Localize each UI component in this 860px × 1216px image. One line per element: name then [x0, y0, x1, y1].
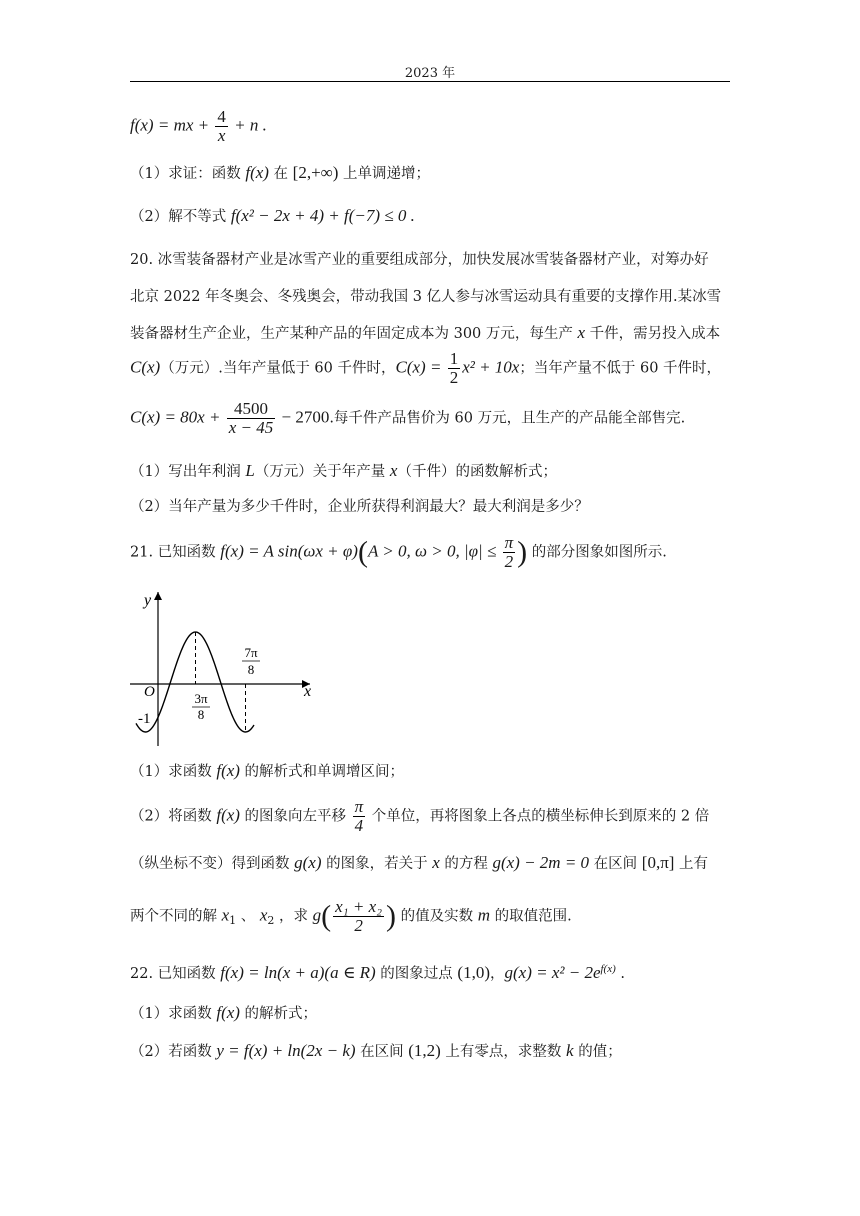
x-axis-label: x	[304, 683, 312, 700]
q21-part2-m: m	[477, 905, 491, 925]
q21-part2-c: 个单位，再将图象上各点的横坐标伸长到原来的 2 倍	[367, 808, 710, 825]
q19-frac-den: x	[217, 125, 226, 145]
q21-intro	[130, 534, 667, 571]
q22-part1-a: （1）求函数	[130, 1006, 217, 1022]
q22-intro-expr: f(x) = ln(x + a)(a ∈ R)	[220, 963, 376, 982]
tick-7pi-8-num: 7π	[244, 645, 258, 660]
q20-part1-x: x	[389, 461, 398, 480]
q22-intro-b: 的图象过点	[375, 966, 458, 982]
q22-g-expr: g(x) = x² − 2e	[504, 963, 601, 982]
q21-shift-den: 4	[354, 815, 364, 835]
q21-cond-den: 2	[504, 551, 514, 571]
q20-line1: 20. 冰雪装备器材产业是冰雪产业的重要组成部分，加快发展冰雪装备器材产业，对筹办好	[130, 252, 709, 268]
q21-x2: x	[259, 905, 268, 925]
origin-label: O	[144, 684, 155, 700]
q20-line4	[130, 350, 721, 387]
q19-func-lhs: f(x) = mx +	[130, 115, 214, 135]
q20-part1-L: L	[245, 461, 255, 480]
q21-part1	[130, 760, 404, 781]
q21-g-paren-open: (	[321, 899, 332, 933]
q20-line2: 北京 2022 年冬奥会、冬残奥会，带动我国 3 亿人参与冰雪运动具有重要的支撑作用.某冰雪	[130, 289, 722, 305]
q20-line5-den: x − 45	[228, 417, 274, 437]
q21-part2-a: （2）将函数	[130, 808, 217, 825]
q20-line5-frac	[227, 400, 276, 437]
q20-line3-x: x	[577, 323, 586, 342]
q20-part1	[130, 460, 557, 481]
q21-part1-f: f(x)	[216, 761, 240, 780]
y-axis-arrow	[154, 592, 162, 600]
q20-line3-b: 千件，需另投入成本	[585, 326, 721, 342]
q19-part1-f: f(x)	[245, 163, 269, 182]
q19-part1-text-a: （1）求证：函数	[130, 166, 246, 182]
q19-frac	[215, 108, 228, 145]
q20-line4-b: ；当年产量不低于 60 千件时，	[519, 360, 722, 377]
q19-part2-text: （2）解不等式	[130, 209, 231, 225]
q19-part1-text-c: 上单调递增；	[338, 166, 431, 182]
q22-part2-c: 上有零点，求整数	[440, 1044, 567, 1060]
q21-paren-close: )	[517, 535, 528, 569]
q21-part2-f2: 的方程	[439, 856, 493, 872]
q20-line4-c: C(x)	[130, 357, 161, 377]
q21-part2-b: 的图象向左平移	[239, 808, 351, 825]
q19-frac-num: 4	[217, 107, 226, 126]
q20-line5-expr2: − 2700	[277, 407, 330, 427]
q20-line3	[130, 322, 720, 343]
q20-line4-a: （万元）.当年产量低于 60 千件时，	[160, 360, 396, 377]
q21-paren-open: (	[357, 535, 368, 569]
q21-mid-den: 2	[354, 915, 363, 935]
q21-sep: 、	[236, 908, 260, 925]
q20-part1-a: （1）写出年利润	[130, 464, 246, 480]
q21-part2-k: 的值及实数	[396, 908, 478, 925]
q20-line5-text: .每千件产品售价为 60 万元，且生产的产品能全部售完.	[329, 410, 686, 427]
q21-part2-x: x	[432, 853, 440, 872]
q21-shift-num: π	[354, 797, 364, 816]
q21-sine-graph	[130, 588, 330, 748]
q21-x1-sub: 1	[229, 914, 237, 928]
q19-func-rhs: + n .	[229, 115, 267, 135]
q20-line4-expr1: C(x) =	[395, 357, 446, 377]
q22-part2-a: （2）若函数	[130, 1044, 217, 1060]
q21-gsym: g	[312, 905, 322, 925]
q20-half-den: 2	[449, 367, 459, 387]
q21-part2-h: 上有	[674, 856, 709, 872]
q22-intro-d: .	[615, 966, 625, 982]
q21-intro-expr: f(x) = A sin(ωx + φ)	[220, 541, 358, 561]
q22-g-sup: f(x)	[600, 963, 616, 976]
q20-line5-num: 4500	[227, 400, 276, 419]
q21-cond: A > 0, ω > 0, |φ| ≤	[367, 541, 501, 561]
page-header: 2023 年	[404, 66, 456, 81]
q22-part2-d: 的值；	[573, 1044, 622, 1060]
q19-part2-expr: f(x² − 2x + 4) + f(−7) ≤ 0 .	[230, 206, 415, 225]
q21-x2-sub: 2	[267, 914, 275, 928]
q20-line4-expr2: x² + 10x	[462, 357, 520, 377]
q21-cond-num: π	[504, 533, 514, 552]
header-rule	[130, 81, 730, 82]
q21-mid-num: x₁ + x₂	[335, 897, 383, 916]
q19-part1-interval: [2,+∞)	[292, 163, 339, 182]
q21-part2-e: 的图象，若关于	[321, 856, 433, 872]
q20-line5	[130, 400, 685, 437]
q20-part2: （2）当年产量为多少千件时，企业所获得利润最大？最大利润是多少？	[130, 499, 589, 515]
q22-part2-k: k	[566, 1041, 574, 1060]
tick-7pi-8-den: 8	[247, 662, 255, 677]
q19-part2	[130, 205, 415, 226]
q20-line3-a: 装备器材生产企业，生产某种产品的年固定成本为 300 万元，每生产	[130, 326, 578, 342]
q21-x1: x	[221, 905, 230, 925]
q21-g-paren-close: )	[386, 899, 397, 933]
q21-part2-f: f(x)	[216, 805, 240, 825]
q22-part1-b: 的解析式；	[239, 1006, 318, 1022]
q21-part2-g: g(x)	[294, 853, 322, 872]
min-value-label: -1	[138, 711, 151, 727]
q21-part2-line2	[130, 852, 708, 873]
q21-intro-b: 的部分图象如图所示.	[527, 544, 667, 561]
q21-part2-d: （纵坐标不变）得到函数	[130, 856, 295, 872]
q21-part1-b: 的解析式和单调增区间；	[239, 764, 405, 780]
q22-part2-interval: (1,2)	[408, 1041, 441, 1060]
q21-shift-frac	[353, 798, 366, 835]
q20-line5-expr1: C(x) = 80x +	[130, 407, 225, 427]
q21-part2-g2: 在区间	[589, 856, 642, 872]
q22-part1	[130, 1002, 317, 1023]
q22-part2-expr: y = f(x) + ln(2x − k)	[216, 1041, 356, 1060]
q22-part2-b: 在区间	[355, 1044, 409, 1060]
q22-point: (1,0)	[457, 963, 490, 982]
q19-part1	[130, 162, 430, 183]
q21-cond-frac	[503, 534, 516, 571]
q22-intro-a: 22. 已知函数	[130, 966, 221, 982]
q19-part1-text-b: 在	[268, 166, 293, 182]
q21-part2-line1	[130, 798, 709, 835]
tick-3pi-8-num: 3π	[194, 691, 208, 706]
q21-part2-l: 的取值范围.	[490, 908, 572, 925]
q21-part2-i: 两个不同的解	[130, 908, 222, 925]
q20-half-frac	[448, 350, 461, 387]
q22-part2	[130, 1040, 622, 1061]
q20-part1-c: （千件）的函数解析式；	[397, 464, 557, 480]
q21-part2-j: ，求	[274, 908, 313, 925]
q21-part2-interval: [0,π]	[641, 853, 675, 872]
q19-function	[130, 108, 267, 145]
q21-intro-a: 21. 已知函数	[130, 544, 221, 561]
q21-part1-a: （1）求函数	[130, 764, 217, 780]
q22-intro-c: ，	[490, 966, 505, 982]
q21-part2-line3	[130, 898, 572, 935]
tick-3pi-8-den: 8	[197, 707, 205, 722]
q21-part2-eq: g(x) − 2m = 0	[492, 853, 590, 872]
q21-mid-frac	[333, 898, 384, 935]
q22-intro	[130, 962, 625, 983]
q22-part1-f: f(x)	[216, 1003, 240, 1022]
q20-part1-b: （万元）关于年产量	[254, 464, 390, 480]
y-axis-label: y	[144, 592, 152, 609]
q20-half-num: 1	[449, 349, 459, 368]
